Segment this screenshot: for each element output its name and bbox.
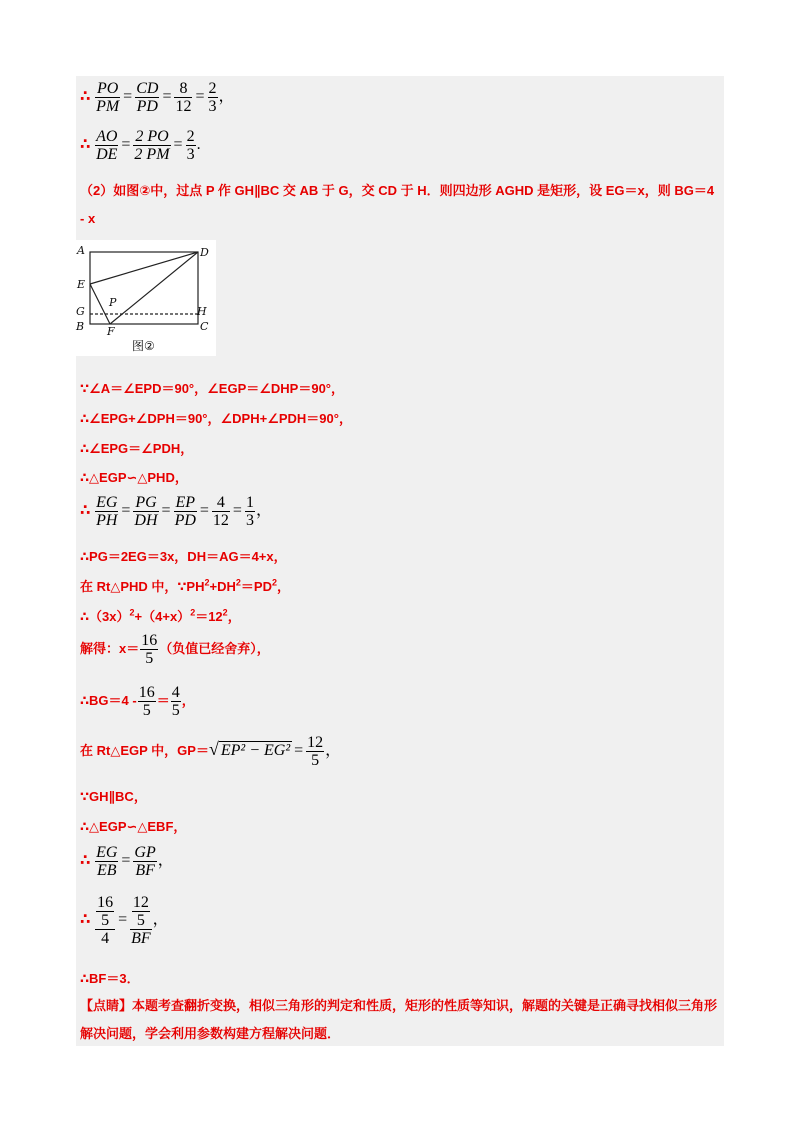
step-solve-x: 解得：x＝ $\frac{16}{5}$ （负值已经舍弃），: [80, 632, 270, 667]
step-gp: 在 Rt△EGP 中，GP＝√ EP² − EG² = $\frac{12}{5}$ ，: [80, 734, 342, 769]
step-pythagoras: 在 Rt△PHD 中，$\because PH^2+DH^2=PD^2$，: [80, 577, 290, 594]
therefore-symbol: ∴: [80, 87, 91, 106]
step-similar-2: ∴△EGP∽△EBF，: [80, 819, 187, 834]
fraction: $\frac{12}{5}$: [307, 734, 324, 769]
answer-bf: ∴BF＝3．: [80, 971, 140, 986]
therefore-symbol: ∴: [80, 910, 91, 929]
equation-eg-eb: ∴ $\frac{EG}{EB}$ = $\frac{GP}{BF}$ ，: [80, 844, 174, 879]
label-A: A: [77, 244, 85, 257]
step-angle-conclusion: ∴∠EPG＝∠PDH，: [80, 441, 194, 456]
equation-eg-ph: ∴ $\frac{EG}{PH}$ = $\frac{PG}{DH}$ = $\frac{EP}{PD}$ = $\frac{4}{12}$ = $\frac{1}{3}$ ，: [80, 494, 272, 529]
step-similar-triangles: ∴△EGP∽△PHD，: [80, 470, 188, 485]
compound-fraction: $\frac{\frac{12}{5}}{BF}$: [131, 894, 151, 947]
therefore-symbol: ∴: [80, 851, 91, 870]
fraction: $\frac{CD}{PD}$: [136, 80, 159, 115]
fraction: $\frac{AO}{DE}$: [96, 128, 118, 163]
label-B: B: [76, 320, 85, 333]
equation-po-pm: ∴ $\frac{PO}{PM}$ = $\frac{CD}{PD}$ = $\frac{8}{12}$ = $\frac{2}{3}$ ，: [80, 80, 235, 115]
fraction: $\frac{16}{5}$: [141, 632, 158, 667]
label-C: C: [200, 320, 209, 333]
fraction: $\frac{2}{3}$: [186, 128, 195, 163]
step-equation: $\therefore(3x)^2+(4+x)^2=12^2$，: [80, 607, 241, 624]
step-angle-equal: ∵∠A＝∠EPD＝90°，∠EGP＝∠DHP＝90°，: [80, 381, 344, 396]
compound-fraction: $\frac{\frac{16}{5}}{4}$: [97, 894, 114, 947]
label-H: H: [197, 305, 207, 318]
step-pg-dh: ∴PG＝2EG＝3x，DH＝AG＝4+x，: [80, 549, 287, 564]
label-E: E: [77, 278, 86, 291]
label-G: G: [76, 305, 85, 318]
comment-note: 【点睛】本题考查翻折变换，相似三角形的判定和性质，矩形的性质等知识，解题的关键是正确寻找相似三角形解决问题，学会利用参数构建方程解决问题．: [80, 998, 718, 1041]
fraction: $\frac{GP}{BF}$: [134, 844, 156, 879]
fraction: $\frac{1}{3}$: [245, 494, 254, 529]
fraction: $\frac{4}{12}$: [212, 494, 229, 529]
step-bg: ∴BG＝4 - $\frac{16}{5}$ ＝ $\frac{4}{5}$ ，: [80, 684, 195, 719]
fraction: $\frac{4}{5}$: [171, 684, 180, 719]
fraction: $\frac{8}{12}$: [175, 80, 192, 115]
therefore-symbol: ∴: [80, 501, 91, 520]
label-F: F: [107, 325, 115, 338]
fraction: $\frac{2}{3}$: [208, 80, 217, 115]
fraction: $\frac{PG}{DH}$: [134, 494, 158, 529]
part2-text-cont: - x: [80, 211, 96, 226]
fraction: $\frac{16}{5}$: [138, 684, 155, 719]
step-parallel: ∵GH∥BC，: [80, 789, 147, 804]
fraction: $\frac{EG}{EB}$: [96, 844, 118, 879]
therefore-symbol: ∴: [80, 135, 91, 154]
fraction: $\frac{EG}{PH}$: [96, 494, 118, 529]
equation-ao-de: ∴ $\frac{AO}{DE}$ = $\frac{2 PO}{2 PM}$ = $\frac{2}{3}$ .: [80, 128, 201, 163]
label-D: D: [200, 246, 209, 259]
fraction: $\frac{PO}{PM}$: [96, 80, 120, 115]
step-angle-sum: ∴∠EPG+∠DPH＝90°，∠DPH+∠PDH＝90°，: [80, 411, 352, 426]
label-P: P: [109, 296, 117, 309]
fraction: $\frac{EP}{PD}$: [174, 494, 196, 529]
figure-caption: 图②: [132, 339, 155, 353]
fraction: $\frac{2 PO}{2 PM}$: [134, 128, 170, 163]
equation-compound: ∴ $\frac{\frac{16}{5}}{4}$ = $\frac{\frac{12}{5}}{BF}$ ，: [80, 894, 169, 947]
geometry-figure: [74, 240, 216, 356]
part2-text: （2）如图②中，过点 P 作 GH∥BC 交 AB 于 G，交 CD 于 H．则四边形 AGHD 是矩形，设 EG＝x，则 BG＝4: [80, 183, 715, 198]
